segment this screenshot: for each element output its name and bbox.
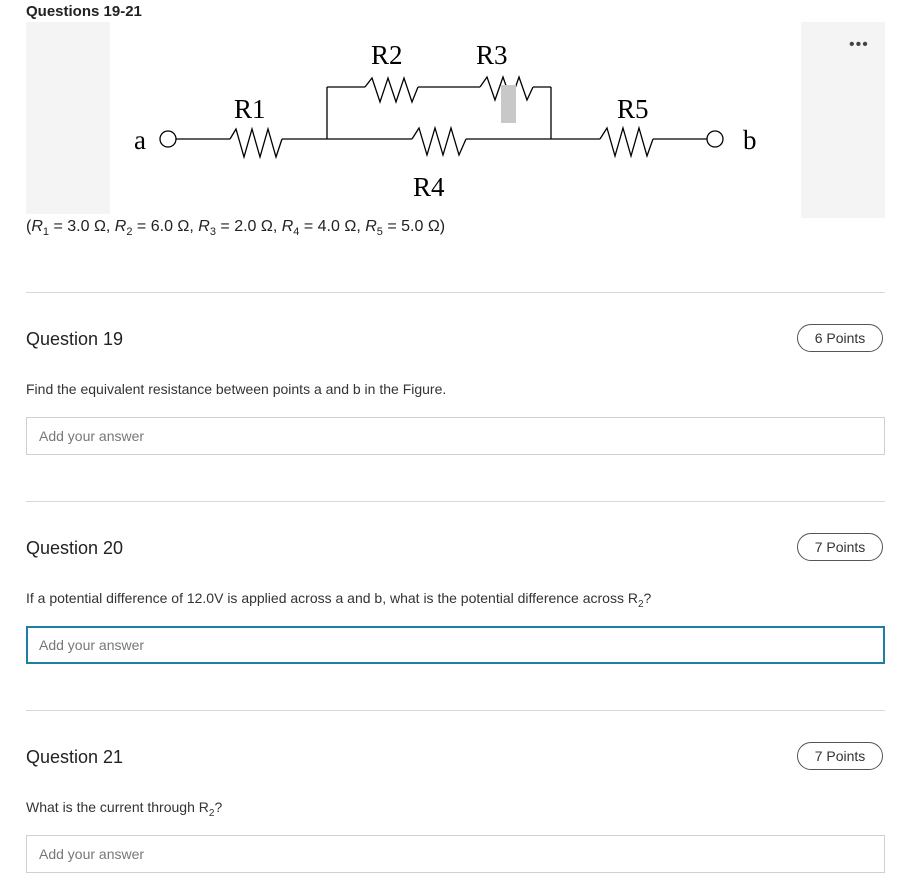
cursor-highlight xyxy=(501,85,516,123)
question-19-text: Find the equivalent resistance between points a and b in the Figure. xyxy=(26,381,447,397)
label-r2: R2 xyxy=(371,40,403,70)
more-options-icon[interactable]: ••• xyxy=(849,36,869,53)
question-21-answer-input[interactable] xyxy=(26,835,885,873)
question-20-answer-input[interactable] xyxy=(26,626,885,664)
figure-background-left xyxy=(26,22,110,214)
label-r4: R4 xyxy=(413,172,445,202)
question-21-title: Question 21 xyxy=(26,747,124,767)
resistor-r1 xyxy=(230,129,282,157)
label-r1: R1 xyxy=(234,94,266,124)
terminal-b xyxy=(707,131,723,147)
question-21-text: What is the current through $R_2$? xyxy=(26,799,223,819)
r3-value: 2.0 Ω xyxy=(234,218,273,235)
divider xyxy=(26,292,885,293)
figure-background-right xyxy=(801,22,885,218)
question-19-title: Question 19 xyxy=(26,329,124,349)
terminal-a xyxy=(160,131,176,147)
r1-value: 3.0 Ω xyxy=(67,218,106,235)
circuit-diagram xyxy=(110,22,800,214)
divider xyxy=(26,710,885,711)
resistor-r2 xyxy=(365,78,418,102)
question-19-points: 6 Points xyxy=(797,324,883,352)
divider xyxy=(26,501,885,502)
label-b: b xyxy=(743,125,757,155)
r2-value: 6.0 Ω xyxy=(150,218,190,235)
label-a: a xyxy=(134,125,146,155)
r5-value: 5.0 Ω xyxy=(401,218,440,235)
section-title: Questions 19-21 xyxy=(26,3,142,20)
question-21-points: 7 Points xyxy=(797,742,883,770)
question-20-text: If a potential difference of 12.0V is applied across a and b, what is the potential difference across $R_2$? xyxy=(26,590,652,610)
label-r3: R3 xyxy=(476,40,508,70)
r4-value: 4.0 Ω xyxy=(317,218,357,235)
question-20-title: Question 20 xyxy=(26,538,124,558)
question-19-answer-input[interactable] xyxy=(26,417,885,455)
label-r5: R5 xyxy=(617,94,649,124)
question-20-points: 7 Points xyxy=(797,533,883,561)
resistor-r4 xyxy=(412,128,466,155)
resistance-values: ($R_1 = 3.0$ Ω, $R_2 = 6.0$ Ω, $R_3 = 2.0$ Ω, $R_4 = 4.0$ Ω, $R_5 = 5.0$ Ω) xyxy=(26,218,446,239)
resistor-r5 xyxy=(600,128,653,156)
